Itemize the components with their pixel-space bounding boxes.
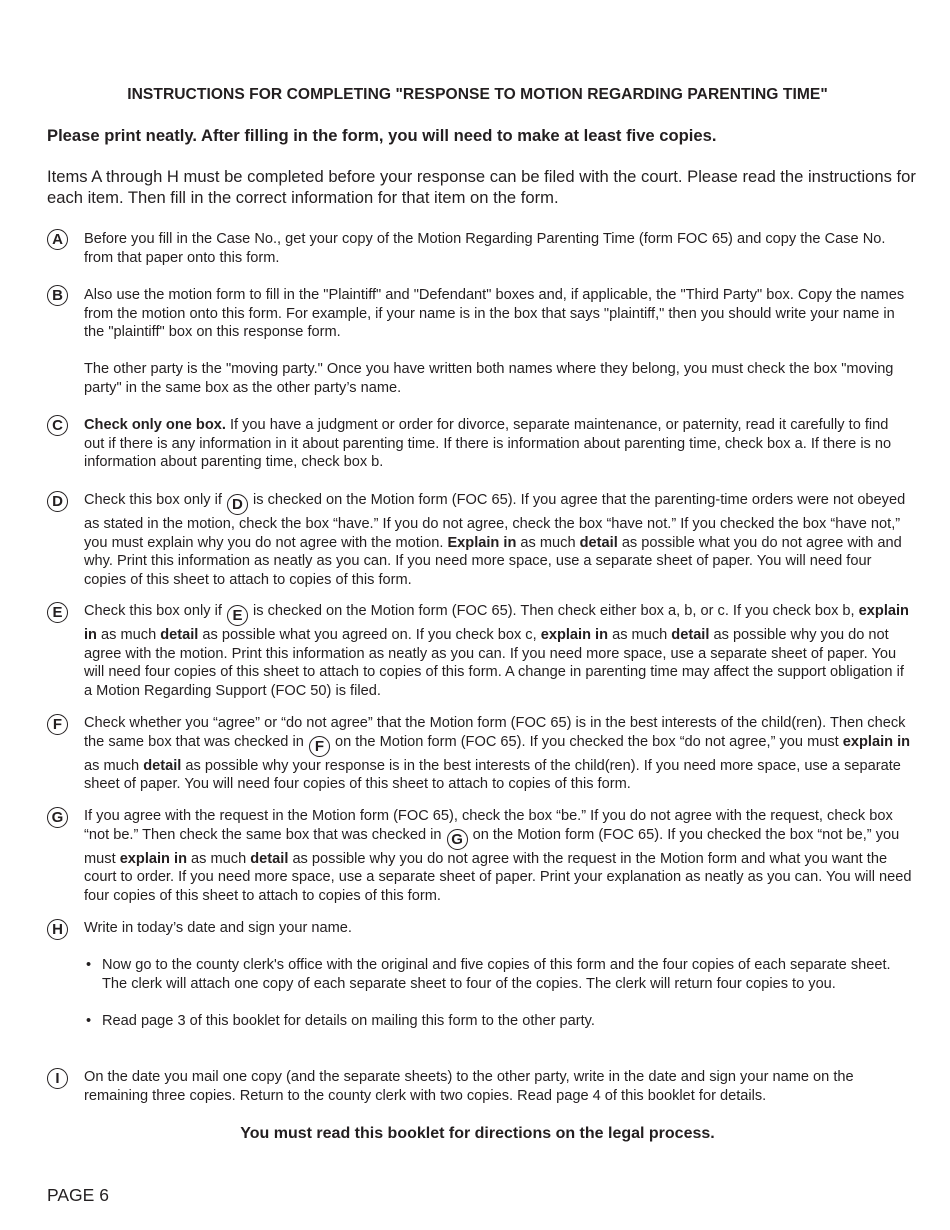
item-d-text-4: as possible what you do not agree with and why. Print this information as neatly as you can. If you need more space, use a separate sheet of paper. You will need four copies of this sheet to attach to copies of this form. bbox=[84, 534, 902, 588]
item-h-bullets bbox=[86, 956, 912, 1030]
item-e-text-3: as much bbox=[96, 627, 161, 643]
item-h-marker: H bbox=[47, 919, 68, 940]
closing-note: You must read this booklet for directions on the legal process. bbox=[240, 1125, 715, 1142]
item-d-text-1: Check this box only if bbox=[84, 492, 226, 508]
item-b-paragraph-2: The other party is the "moving party." Once you have written both names where they belong, you must check the box "moving party" in the same box as the other party’s name. bbox=[84, 361, 894, 396]
item-e-marker: E bbox=[47, 602, 68, 623]
item-h-paragraph: Write in today’s date and sign your name. bbox=[84, 920, 352, 936]
item-f-marker: F bbox=[47, 714, 68, 735]
item-g-text-1: If you agree with the request in the Motion form (FOC 65), check the box “be.” If you do not agree with the request, check box “not be.” Then check the same box that was checked in bbox=[84, 808, 893, 843]
item-f-bold-2: detail bbox=[143, 757, 182, 774]
item-g-inline-marker: G bbox=[447, 829, 468, 850]
page-title: INSTRUCTIONS FOR COMPLETING "RESPONSE TO MOTION REGARDING PARENTING TIME" bbox=[127, 86, 828, 103]
item-g-text-2: on the Motion form (FOC 65). If you checked the box “not be,” you must bbox=[84, 826, 900, 867]
item-c-text bbox=[84, 416, 912, 472]
item-e-text-1: Check this box only if bbox=[84, 603, 226, 619]
item-d-text-2: is checked on the Motion form (FOC 65). If you agree that the parenting-time orders were not obeyed as stated in the motion, check the box “have.” If you do not agree, check the box “have not.” If you checked the box “have not,” you must explain why you do not agree with the motion. bbox=[84, 492, 906, 551]
item-e-text-6: as possible why you do not agree with the motion. Print this information as neatly as you can. If you need more space, use a separate sheet of paper. You will need four copies of this sheet to attach to copies of this form. A change in parenting time may affect the support obligation if a Motion Regarding Support (FOC 50) is filed. bbox=[84, 627, 904, 699]
item-h-text bbox=[84, 919, 912, 938]
item-a-text bbox=[84, 230, 912, 267]
item-f-text-1: Check whether you “agree” or “do not agree” that the Motion form (FOC 65) is in the best interests of the child(ren). Then check the same box that was checked in bbox=[84, 715, 906, 750]
item-g-text-3: as much bbox=[187, 850, 251, 867]
bullet-dot: • bbox=[86, 957, 92, 973]
item-b-text bbox=[84, 286, 912, 398]
item-c-marker: C bbox=[47, 415, 68, 436]
item-i-marker: I bbox=[47, 1068, 68, 1089]
item-f-inline-marker: F bbox=[309, 736, 330, 757]
item-e-bold-2: detail bbox=[160, 627, 199, 643]
item-e-inline-marker: E bbox=[227, 605, 248, 626]
item-e-bold-1: explain in bbox=[84, 603, 909, 643]
item-d-bold-2: detail bbox=[579, 534, 618, 551]
item-h-bullet-1 bbox=[86, 956, 912, 993]
item-f-text-3: as much bbox=[84, 757, 144, 774]
item-d-marker: D bbox=[47, 491, 68, 512]
item-d-inline-marker: D bbox=[227, 494, 248, 515]
item-d-text-3: as much bbox=[516, 534, 580, 551]
item-g-text-4: as possible why you do not agree with the request in the Motion form and what you want the court to order. If you need more space, use a separate sheet of paper. Print your explanation as neatly as you can. You will need four copies of this sheet to attach to copies of this form. bbox=[84, 850, 912, 904]
item-c-body-text: If you have a judgment or order for divorce, separate maintenance, or paternity, read it carefully to find out if there is any information in it about parenting time. If there is information about parenting time, check box a. If there is no information about parenting time, check box b. bbox=[84, 417, 892, 471]
intro-paragraph: Items A through H must be completed before your response can be filed with the court. Please read the instructions for each item. Then fill in the correct information for that item on the form. bbox=[47, 167, 916, 207]
item-a-marker: A bbox=[47, 229, 68, 250]
item-e-text-2: is checked on the Motion form (FOC 65). Then check either box a, b, or c. If you check box b, bbox=[248, 603, 859, 619]
item-e-text-5: as much bbox=[608, 627, 672, 643]
item-e-text-4: as possible what you agreed on. If you check box c, bbox=[198, 627, 541, 643]
item-g-bold-2: detail bbox=[250, 850, 289, 867]
item-d-bold-1: Explain in bbox=[447, 534, 517, 551]
item-i-text bbox=[84, 1068, 912, 1105]
item-d-text bbox=[84, 491, 912, 589]
item-g-marker: G bbox=[47, 807, 68, 828]
item-f-text bbox=[84, 714, 912, 794]
item-b-marker: B bbox=[47, 285, 68, 306]
print-neatly-note: Please print neatly. After filling in the form, you will need to make at least five copies. bbox=[47, 126, 717, 145]
item-a-paragraph: Before you fill in the Case No., get your copy of the Motion Regarding Parenting Time (form FOC 65) and copy the Case No. from that paper onto this form. bbox=[84, 231, 886, 266]
item-b-paragraph-1: Also use the motion form to fill in the "Plaintiff" and "Defendant" boxes and, if applicable, the "Third Party" box. Copy the names from the motion onto this form. For example, if your name is in the box that says "plaintiff," then you should write your name in the "plaintiff" box on this response form. bbox=[84, 287, 905, 341]
item-e-bold-4: detail bbox=[671, 627, 710, 643]
item-e-text bbox=[84, 602, 912, 700]
item-f-bold-1: explain in bbox=[842, 733, 911, 750]
bullet-dot: • bbox=[86, 1012, 92, 1029]
item-h-bullet-2-text: Read page 3 of this booklet for details on mailing this form to the other party. bbox=[102, 1012, 595, 1029]
item-h-bullet-1-text: Now go to the county clerk's office with the original and five copies of this form and the four copies of each separate sheet. The clerk will attach one copy of each separate sheet to four of the copies. The clerk will return four copies to you. bbox=[102, 957, 891, 992]
item-c-bold-text: Check only one box. bbox=[84, 417, 226, 433]
item-h-bullet-2 bbox=[86, 1012, 912, 1031]
page-number: PAGE 6 bbox=[47, 1185, 109, 1205]
item-e-bold-3: explain in bbox=[540, 627, 609, 643]
item-f-text-4: as possible why your response is in the best interests of the child(ren). If you need more space, use a separate sheet of paper. You will need four copies of this sheet to attach to copies of this form. bbox=[84, 757, 901, 793]
item-i-paragraph: On the date you mail one copy (and the separate sheets) to the other party, write in the date and sign your name on the remaining three copies. Return to the county clerk with two copies. Read page 4 of this booklet for details. bbox=[84, 1069, 854, 1104]
item-g-bold-1: explain in bbox=[119, 850, 187, 867]
item-g-text bbox=[84, 807, 912, 905]
item-f-text-2: on the Motion form (FOC 65). If you checked the box “do not agree,” you must bbox=[330, 733, 843, 750]
